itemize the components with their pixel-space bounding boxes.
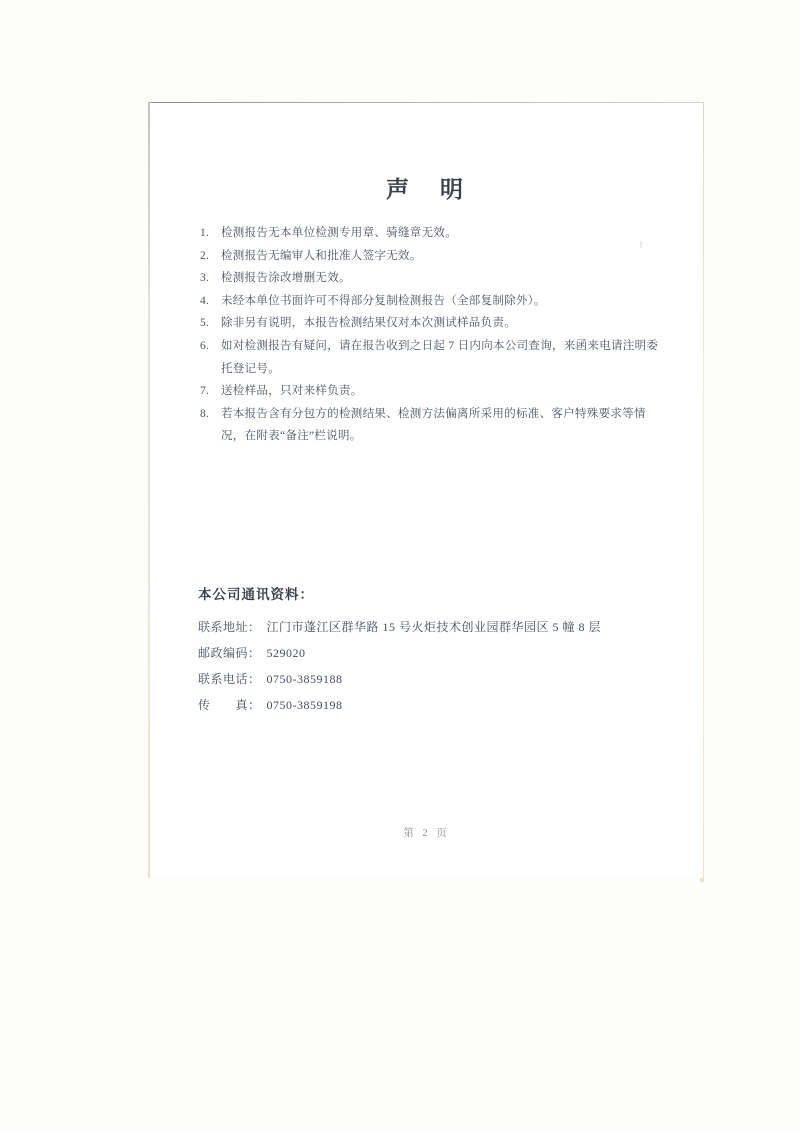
item-number: 1. <box>200 227 210 239</box>
item-text: 如对检测报告有疑问，请在报告收到之日起 7 日内向本公司查询，来函来电请注明委托登记号。 <box>221 339 659 375</box>
contact-phone-line <box>198 666 678 692</box>
item-text: 除非另有说明，本报告检测结果仅对本次测试样品负责。 <box>221 317 516 330</box>
contact-label: 邮政编码： <box>198 646 261 660</box>
item-text: 若本报告含有分包方的检测结果、检测方法偏离所采用的标准、客户特殊要求等情况，在附表“备注”栏说明。 <box>221 407 646 443</box>
notice-item-8 <box>200 403 668 448</box>
contact-label: 联系地址： <box>198 620 261 634</box>
contact-label: 联系电话： <box>198 672 261 686</box>
item-number: 7. <box>200 385 210 398</box>
company-contact-block <box>198 583 678 718</box>
page-number: 第 2 页 <box>403 828 450 839</box>
notice-item-4 <box>200 290 668 313</box>
contact-value: 江门市蓬江区群华路 15 号火炬技术创业园群华园区 5 幢 8 层 <box>266 620 602 634</box>
notice-item-2 <box>200 245 668 268</box>
item-number: 5. <box>200 317 210 330</box>
document-title: 声 明 <box>386 177 467 202</box>
item-number: 8. <box>200 407 210 420</box>
item-number: 2. <box>200 249 210 262</box>
notice-item-1 <box>200 222 668 245</box>
paper-sheet <box>150 103 703 878</box>
item-number: 4. <box>200 294 210 307</box>
item-text: 未经本单位书面许可不得部分复制检测报告（全部复制除外）。 <box>221 294 546 307</box>
contact-value: 529020 <box>266 646 306 660</box>
item-number: 6. <box>200 339 210 352</box>
item-text: 检测报告无编审人和批准人签字无效。 <box>221 249 422 262</box>
contact-label: 传 真： <box>198 698 261 712</box>
contact-value: 0750-3859188 <box>266 672 343 686</box>
notice-item-5 <box>200 312 668 335</box>
notice-item-6 <box>200 335 668 380</box>
item-number: 3. <box>200 272 210 285</box>
contact-postcode-line <box>198 640 678 666</box>
contact-value: 0750-3859198 <box>266 698 343 712</box>
notice-item-3 <box>200 267 668 290</box>
notice-item-7 <box>200 380 668 403</box>
notice-list <box>200 222 668 448</box>
contact-address-line <box>198 614 678 640</box>
item-text: 检测报告涂改增删无效。 <box>221 272 351 285</box>
contact-fax-line <box>198 692 678 718</box>
item-text: 送检样品，只对来样负责。 <box>221 385 363 398</box>
contact-heading: 本公司通讯资料： <box>198 587 314 602</box>
item-text: 检测报告无本单位检测专用章、骑缝章无效。 <box>221 227 457 239</box>
